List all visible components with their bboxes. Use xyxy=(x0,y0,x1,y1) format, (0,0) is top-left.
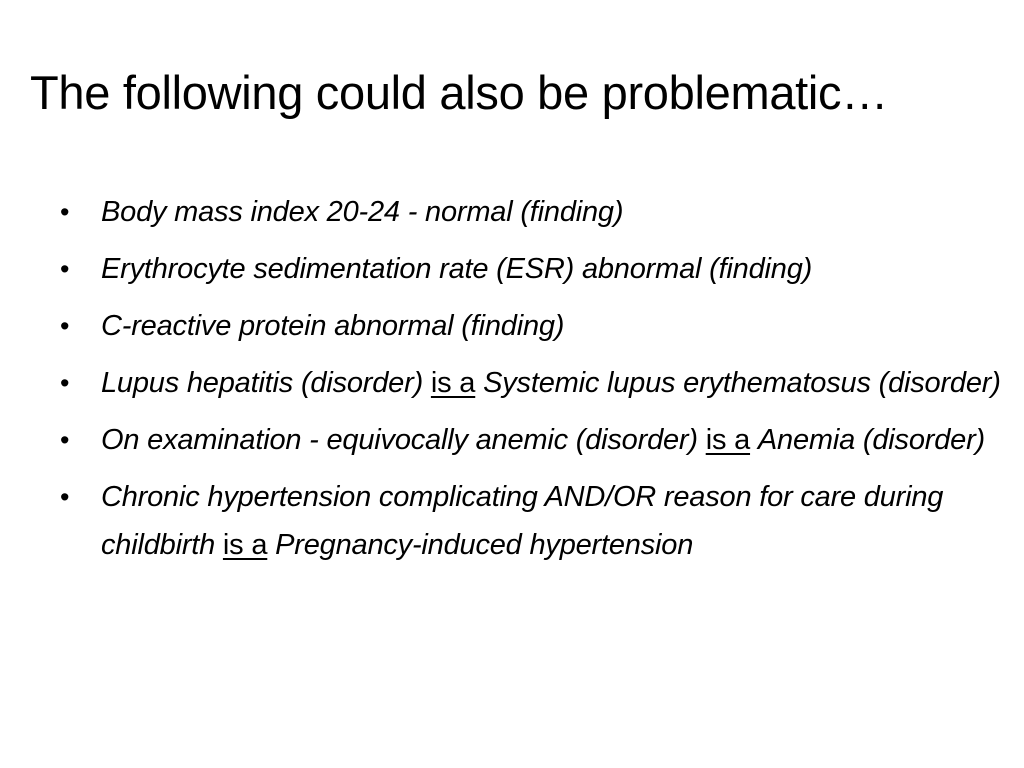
target-term: Systemic lupus erythematosus (disorder) xyxy=(483,367,1001,399)
source-term: Chronic hypertension complicating AND/OR reason for care during childbirth xyxy=(101,481,944,561)
slide-title: The following could also be problematic… xyxy=(30,66,888,119)
relation-label: is a xyxy=(222,529,268,561)
finding-term: Body mass index 20-24 - normal (finding) xyxy=(101,196,624,228)
list-item xyxy=(0,416,1024,464)
relation-label: is a xyxy=(705,424,751,456)
list-item xyxy=(0,473,1024,569)
source-term: On examination - equivocally anemic (disorder) xyxy=(101,424,698,456)
bullet-point: • xyxy=(60,311,70,341)
bullet-point: • xyxy=(60,425,70,455)
list-item xyxy=(0,302,1024,350)
list-item xyxy=(0,359,1024,407)
finding-term: C-reactive protein abnormal (finding) xyxy=(101,310,565,342)
list-item xyxy=(0,188,1024,236)
relation-label: is a xyxy=(430,367,476,399)
target-term: Anemia (disorder) xyxy=(757,424,985,456)
bullet-point: • xyxy=(60,254,70,284)
bullet-point: • xyxy=(60,482,70,512)
source-term: Lupus hepatitis (disorder) xyxy=(101,367,424,399)
bullet-list xyxy=(0,188,1024,578)
bullet-point: • xyxy=(60,197,70,227)
list-item xyxy=(0,245,1024,293)
target-term: Pregnancy-induced hypertension xyxy=(275,529,694,561)
bullet-point: • xyxy=(60,368,70,398)
finding-term: Erythrocyte sedimentation rate (ESR) abnormal (finding) xyxy=(101,253,813,285)
